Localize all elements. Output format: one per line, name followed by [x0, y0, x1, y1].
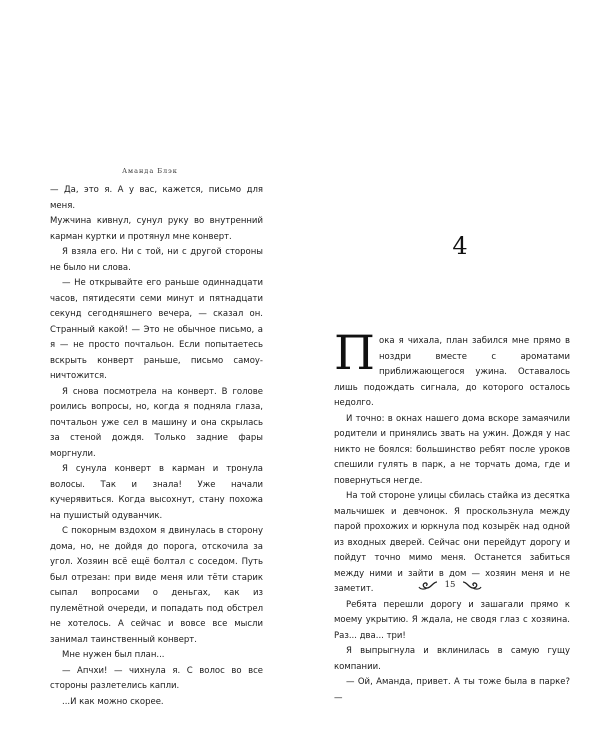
paragraph: — Не открывайте его раньше одиннадцати часов, пятидесяти семи минут и пятнадцати секунд сегодняшнего вечера, — сказал он. Странный какой! — Это не обычное письмо, а я — не просто почтальон. Если попытаетесь вскрыть конверт раньше, письмо самоуничтожится. [50, 278, 263, 381]
paragraph: С покорным вздохом я двинулась в сторону дома, но, не дойдя до порога, отскочила за угол. Хозяин всё ещё болтал с соседом. Путь был отрезан: при виде меня или тёти старик сыпал вопросами о деньгах, как из пулемётной очереди, и попадать под обстрел не хотелось. А сейчас и вовсе все мысли занимал таинственный конверт. [50, 526, 263, 645]
right-text-column [334, 326, 570, 706]
folio [400, 575, 500, 595]
paragraph: — Апчхи! — чихнула я. С волос во все стороны разлетелись капли. [50, 665, 263, 691]
paragraph: Я выпрыгнула и вклинилась в самую гущу компании. [334, 646, 570, 672]
paragraph: Я снова посмотрела на конверт. В голове роились вопросы, но, когда я подняла глаза, почтальон уже сел в машину и она скрылась за стеной дождя. Только задние фары моргнули. [50, 386, 263, 459]
paragraph: Ребята перешли дорогу и зашагали прямо к моему укрытию. Я ждала, не сводя глаз с хозяина. Раз... два... три! [334, 599, 570, 641]
paragraph: Я сунула конверт в карман и тронула волосы. Так и знала! Уже начали кучерявиться. Когда высохнут, стану похожа на пушистый одуванчик. [50, 464, 263, 521]
running-head: Аманда Блэк [122, 167, 178, 175]
first-paragraph-text: ока я чихала, план забился мне прямо в ноздри вместе с ароматами приближающегося ужина. Оставалось лишь подождать сигнала, до которого осталось недолго. [334, 336, 570, 408]
swirl-ornament-icon [417, 579, 439, 591]
paragraph: Я взяла его. Ни с той, ни с другой стороны не было ни слова. [50, 247, 263, 273]
swirl-ornament-icon [461, 579, 483, 591]
chapter-number: 4 [452, 232, 468, 260]
right-page [300, 0, 600, 750]
paragraph: Мне нужен был план... [62, 650, 165, 660]
paragraph: — Да, это я. А у вас, кажется, письмо для меня. [50, 185, 263, 211]
paragraph: Мужчина кивнул, сунул руку во внутренний карман куртки и протянул мне конверт. [50, 216, 263, 242]
paragraph: ...И как можно скорее. [62, 696, 164, 707]
paragraph: И точно: в окнах нашего дома вскоре замаячили родители и принялись звать на ужин. Дождя у нас никто не боялся: большинство ребят после уроков спешили гулять в парк, а не торчать дома, где и повернуться негде. [334, 413, 570, 486]
page-number: 15 [444, 580, 456, 590]
first-paragraph [334, 326, 570, 412]
left-text-column [50, 183, 263, 710]
paragraph: На той стороне улицы сбилась стайка из десятка мальчишек и девчонок. Я проскользнула между парой прохожих и юркнула под козырёк над одной из входных дверей. Сейчас они перейдут дорогу и пойдут точно мимо меня. Останется забиться между ними и зайти в дом — хозяин меня и не заметит. [334, 491, 570, 594]
paragraph: — Ой, Аманда, привет. А ты тоже была в парке? — [334, 677, 570, 703]
drop-cap: П [334, 326, 375, 381]
